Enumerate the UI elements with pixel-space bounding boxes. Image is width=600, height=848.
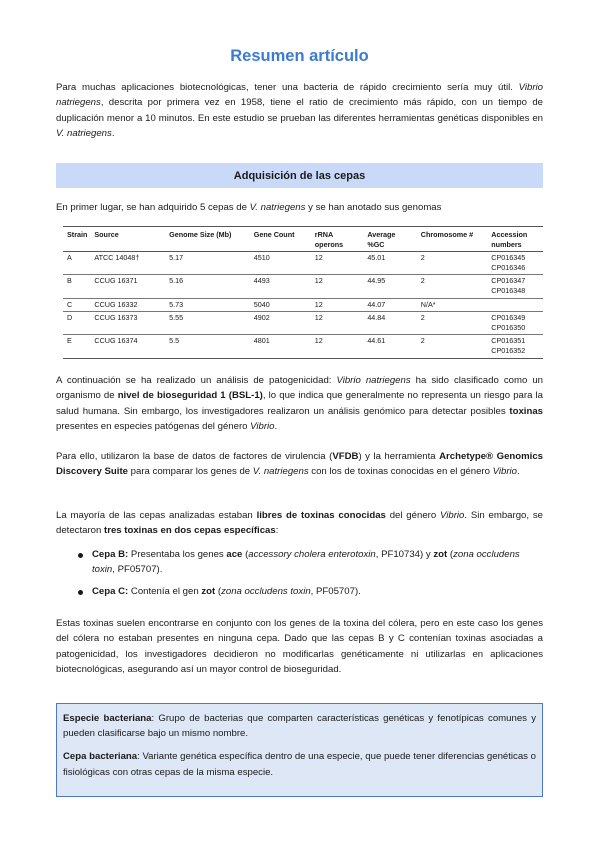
column-header: Genome Size (Mb)	[165, 227, 250, 252]
table-cell: 44.84	[363, 312, 416, 335]
column-header: Source	[90, 227, 165, 252]
acquisition-paragraph: En primer lugar, se han adquirido 5 cepas de V. natriegens y se han anotado sus genomas	[56, 202, 442, 213]
table-row	[63, 252, 543, 275]
strains-table	[63, 226, 543, 359]
table-cell: 2	[417, 275, 488, 298]
table-cell: 2	[417, 312, 488, 335]
column-header: Chromosome #	[417, 227, 488, 252]
table-cell: 5.17	[165, 252, 250, 275]
table-cell: 5.5	[169, 336, 180, 346]
table-cell: 5040	[250, 298, 311, 312]
table-row	[63, 312, 543, 335]
table-cell: 4801	[253, 336, 270, 346]
glossary-entry: Cepa bacteriana: Variante genética específica dentro de una especie, que puede tener diferencias genéticas o fisiológicas con otras cepas de la misma especie.	[63, 751, 536, 778]
table-cell: 44.07	[363, 298, 416, 312]
table-cell: 5.16	[165, 275, 250, 298]
pathogenicity-paragraph: A continuación se ha realizado un análisis de patogenicidad: Vibrio natriegens ha sido clasificado como un organismo de nivel de bioseguridad 1 (BSL-1), lo que indica que generalmente no representa un riesgo para la salud humana. Sin embargo, los investigadores realizaron un análisis genómico para detectar posibles toxinas presentes en especies patógenas del género Vibrio.	[56, 375, 543, 433]
table-row	[63, 335, 543, 358]
table-cell: ATCC 14048†	[90, 252, 165, 275]
table-cell: CP016349 CP016350	[487, 312, 543, 335]
list-item: Cepa B: Presentaba los genes ace (accessory cholera enterotoxin, PF10734) y zot (zona occludens toxin, PF05707).	[56, 547, 543, 578]
column-header: rRNA operons	[311, 227, 364, 252]
table-cell: 5.55	[165, 312, 250, 335]
table-cell: 12	[311, 275, 364, 298]
table-cell: CCUG 16374	[94, 336, 138, 346]
table-row	[63, 275, 543, 298]
table-cell: N/A*	[417, 298, 488, 312]
glossary-box	[56, 703, 543, 797]
column-header: Strain	[63, 227, 90, 252]
page-title: Resumen artículo	[230, 47, 369, 65]
table-cell: 44.95	[363, 275, 416, 298]
column-header: Average %GC	[363, 227, 416, 252]
table-cell: 12	[314, 336, 323, 346]
table-cell: 45.01	[363, 252, 416, 275]
glossary-entry: Especie bacteriana: Grupo de bacterias que comparten características genéticas y fenotípicas comunes y pueden clasificarse bajo un mismo nombre.	[63, 713, 536, 740]
table-cell: B	[63, 275, 90, 298]
table-cell: C	[63, 298, 90, 312]
methods-paragraph: Para ello, utilizaron la base de datos de factores de virulencia (VFDB) y la herramienta Archetype® Genomics Discovery Suite para comparar los genes de V. natriegens con los de toxinas conocidas en el género Vibrio.	[56, 451, 543, 478]
table-cell: A	[63, 252, 90, 275]
table-cell: E	[67, 336, 72, 346]
section-heading: Adquisición de las cepas	[56, 163, 543, 188]
table-cell: D	[63, 312, 90, 335]
column-header: Accession numbers	[487, 227, 543, 252]
table-cell: 4493	[250, 275, 311, 298]
table-header-row	[63, 227, 543, 252]
table-cell: 2	[417, 252, 488, 275]
bullet-icon	[78, 590, 83, 595]
table-cell: 4510	[250, 252, 311, 275]
species-name-short: V. natriegens	[56, 128, 112, 140]
table-cell: 2	[420, 336, 425, 346]
table-cell: CCUG 16371	[90, 275, 165, 298]
table-cell	[487, 298, 543, 312]
species-name: Vibrio natriegens	[56, 82, 544, 109]
table-row	[63, 298, 543, 312]
column-header: Gene Count	[250, 227, 311, 252]
table-cell: 12	[311, 252, 364, 275]
conclusion-paragraph: Estas toxinas suelen encontrarse en conjunto con los genes de la toxina del cólera, pero en este caso los genes del cólera no estaban presentes en ninguna cepa. Dado que las cepas B y C contenían toxinas asociadas a patogenicidad, los investigadores decidieron no modificarlas genéticamente ni utilizarlas en aplicaciones biotecnológicas, asegurando así un mayor control de bioseguridad.	[56, 618, 543, 676]
toxin-list	[56, 547, 543, 605]
table-cell: 12	[311, 298, 364, 312]
table-cell: 44.61	[367, 336, 386, 346]
table-cell: CP016347 CP016348	[487, 275, 543, 298]
table-cell: 5.73	[165, 298, 250, 312]
intro-paragraph: Para muchas aplicaciones biotecnológicas, tener una bacteria de rápido crecimiento sería muy útil. Vibrio natriegens, descrita por primera vez en 1958, tiene el ratio de crecimiento más rápido, con un tiempo de duplicación menor a 10 minutos. En este estudio se prueban las diferentes herramientas genéticas disponibles en V. natriegens.	[56, 82, 544, 140]
table-cell: 4902	[250, 312, 311, 335]
results-paragraph: La mayoría de las cepas analizadas estaban libres de toxinas conocidas del género Vibrio. Sin embargo, se detectaron tres toxinas en dos cepas específicas:	[56, 510, 544, 537]
bullet-icon	[78, 553, 83, 558]
list-item: Cepa C: Contenía el gen zot (zona occludens toxin, PF05707).	[56, 584, 543, 599]
table-cell: CCUG 16373	[90, 312, 165, 335]
table-cell: 12	[311, 312, 364, 335]
table-cell: CP016345 CP016346	[487, 252, 543, 275]
table-cell: CP016351 CP016352	[491, 336, 526, 355]
table-cell: CCUG 16332	[90, 298, 165, 312]
